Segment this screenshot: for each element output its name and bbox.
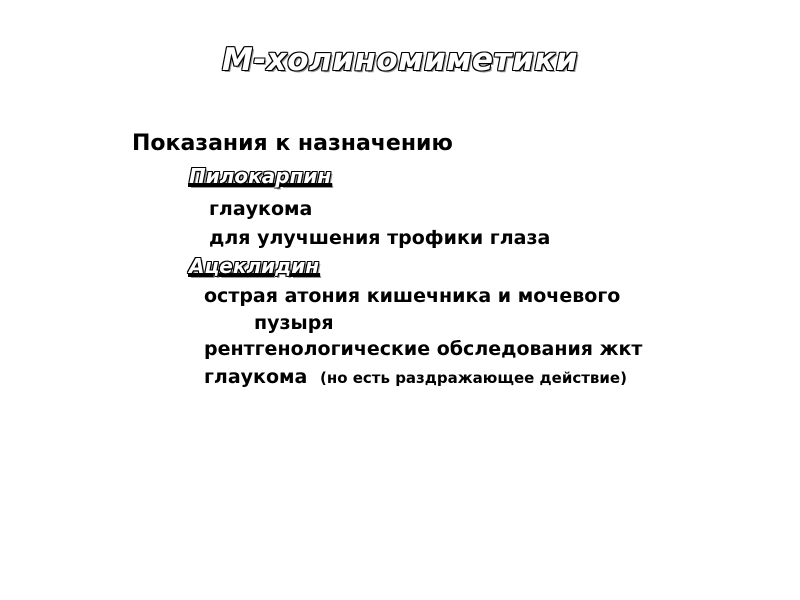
indications-heading: Показания к назначению: [132, 131, 453, 156]
aceclidine-indication-2: рентгенологические обследования жкт: [204, 338, 643, 360]
aceclidine-indication-1-line-1: острая атония кишечника и мочевого: [204, 285, 621, 307]
pilocarpine-indication-2: для улучшения трофики глаза: [209, 227, 551, 249]
drug-name-pilocarpine: Пилокарпин: [189, 164, 332, 188]
aceclidine-indication-3: глаукома: [204, 366, 308, 388]
drug-name-aceclidine: Ацеклидин: [189, 254, 320, 278]
aceclidine-indication-3-row: [204, 368, 627, 387]
pilocarpine-indication-1: глаукома: [209, 198, 313, 220]
aceclidine-indication-3-note: (но есть раздражающее действие): [319, 369, 627, 387]
aceclidine-indication-1-line-2: пузыря: [254, 312, 334, 334]
slide-title: М-холиномиметики: [221, 42, 579, 78]
